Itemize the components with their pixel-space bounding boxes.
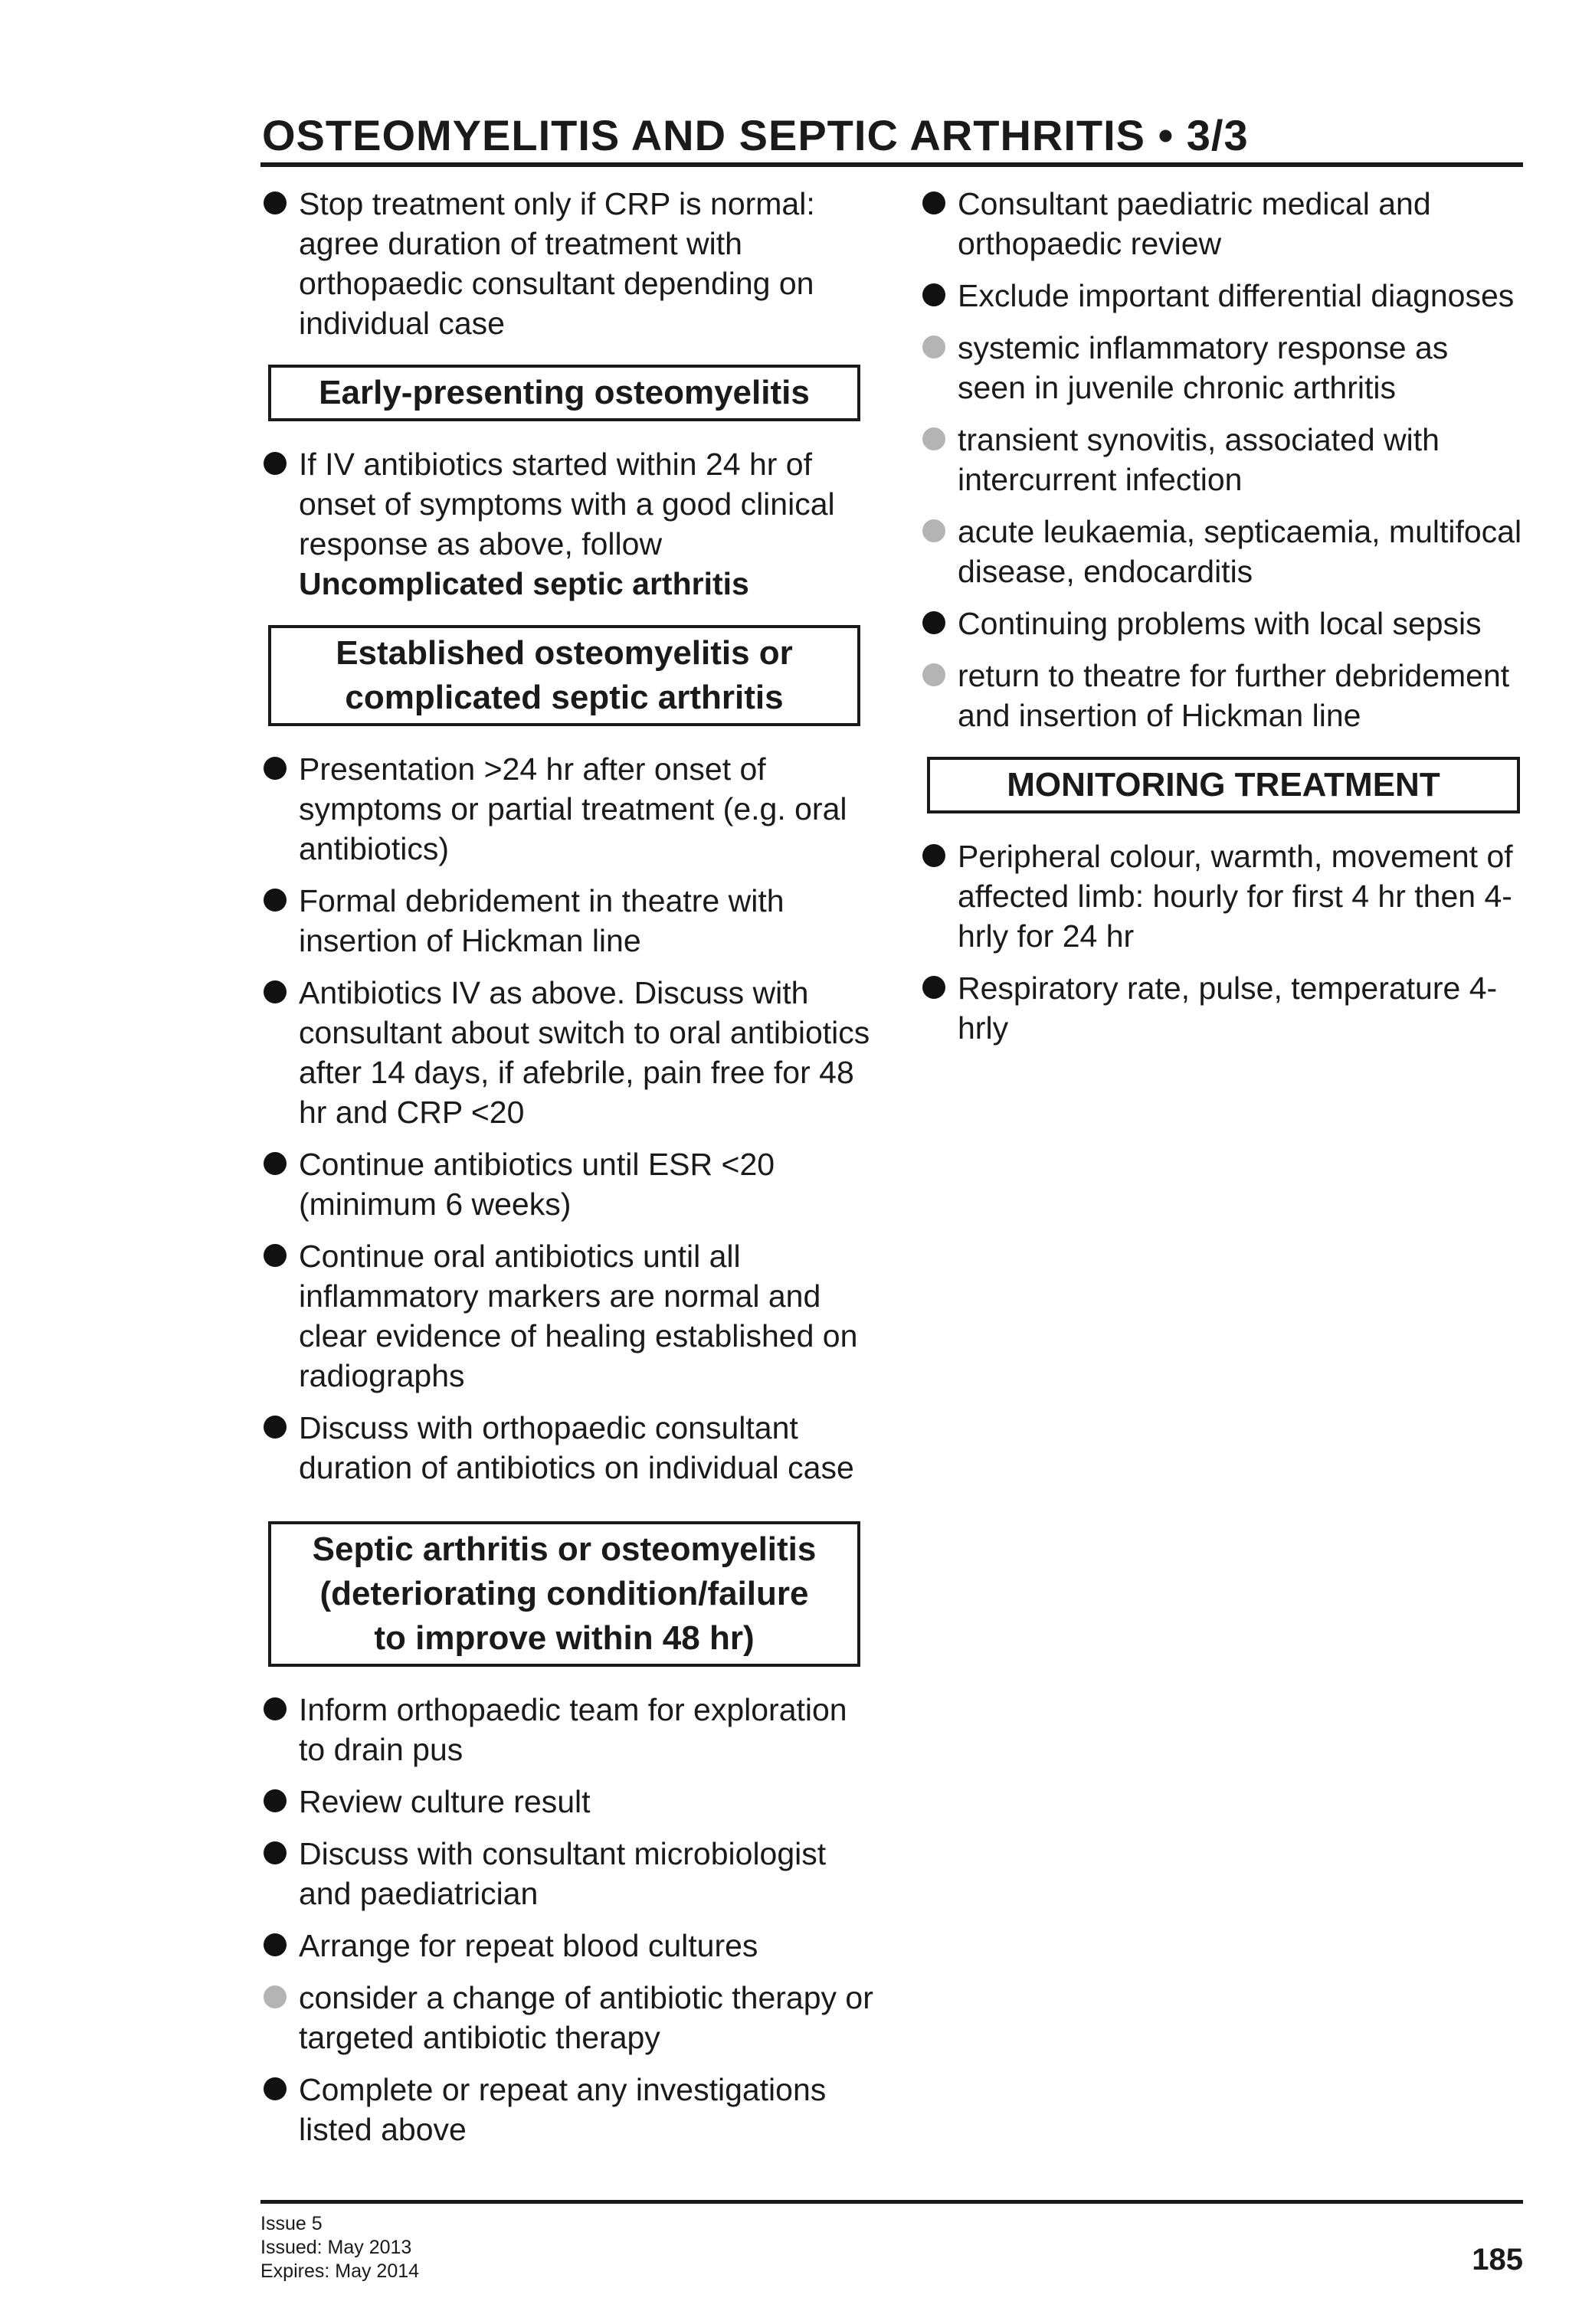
bullet-text: consider a change of antibiotic therapy or targeted antibiotic therapy [299,1980,873,2055]
sub-bullet-icon [922,519,945,542]
bullet-text: Discuss with consultant microbiologist and paediatrician [299,1836,827,1911]
bullet-text: Presentation >24 hr after onset of symptoms or partial treatment (e.g. oral antibiotics) [299,751,847,866]
list-item [919,276,1525,316]
list-item [919,604,1525,643]
page-header [260,109,1523,167]
sub-bullet-icon [922,663,945,686]
right-column [919,184,1525,1060]
list-item [260,1782,881,1822]
bullet-text: acute leukaemia, septicaemia, multifocal disease, endocarditis [958,514,1522,589]
list-item [919,184,1525,263]
bullet-text: transient synovitis, associated with intercurrent infection [958,422,1440,497]
list-item [260,1926,881,1966]
bullet-text: Continue oral antibiotics until all inflammatory markers are normal and clear evidence of healing established on radiographs [299,1239,858,1393]
bullet-text: Consultant paediatric medical and orthopaedic review [958,186,1431,261]
list-item [919,656,1525,735]
bullet-text: Exclude important differential diagnoses [958,278,1515,313]
bullet-icon [264,1789,287,1812]
bullet-icon [264,1697,287,1720]
list-item [260,1144,881,1224]
bullet-icon [264,2077,287,2100]
section-heading-deteriorating: Septic arthritis or osteomyelitis (deteriorating condition/failure to improve within 48 hr) [268,1521,860,1667]
bullet-icon [922,844,945,867]
list-item [260,1236,881,1396]
bullet-icon [264,1152,287,1175]
bullet-icon [264,1933,287,1956]
bullet-text: Continue antibiotics until ESR <20 (minimum 6 weeks) [299,1147,775,1222]
bullet-icon [922,976,945,999]
list-item [919,328,1525,408]
list-item [260,1408,881,1488]
sub-bullet-icon [922,336,945,358]
list-item [260,749,881,869]
bullet-bold-text: Uncomplicated septic arthritis [299,566,749,601]
sub-bullet-icon [922,427,945,450]
bullet-text: Formal debridement in theatre with insertion of Hickman line [299,883,784,958]
bullet-text: Stop treatment only if CRP is normal: agree duration of treatment with orthopaedic consultant depending on individual case [299,186,815,341]
sub-bullet-icon [264,1985,287,2008]
bullet-text: Antibiotics IV as above. Discuss with consultant about switch to oral antibiotics after 14 days, if afebrile, pain free for 48 hr and CRP <20 [299,975,870,1130]
issued-date: Issued: May 2013 [260,2237,412,2258]
bullet-icon [922,191,945,214]
list-item [260,184,881,343]
issue-label: Issue 5 [260,2213,323,2234]
list-item [260,1834,881,1913]
page-title: OSTEOMYELITIS AND SEPTIC ARTHRITIS • 3/3 [262,111,1249,159]
page-number: 185 [1472,2243,1523,2277]
bullet-text: systemic inflammatory response as seen in juvenile chronic arthritis [958,330,1449,405]
bullet-icon [922,611,945,634]
list-item [260,881,881,961]
bullet-icon [264,452,287,475]
bullet-text: Arrange for repeat blood cultures [299,1928,758,1963]
bullet-text: Discuss with orthopaedic consultant duration of antibiotics on individual case [299,1410,854,1485]
bullet-text: Inform orthopaedic team for exploration to drain pus [299,1692,847,1767]
bullet-text: Continuing problems with local sepsis [958,606,1482,641]
list-item [260,1690,881,1769]
bullet-icon [264,1416,287,1439]
bullet-text: Peripheral colour, warmth, movement of affected limb: hourly for first 4 hr then 4-hrly for 24 hr [958,839,1513,954]
bullet-text: return to theatre for further debridement and insertion of Hickman line [958,658,1510,733]
list-item [260,2070,881,2149]
bullet-icon [264,889,287,912]
section-heading-established: Established osteomyelitis or complicated septic arthritis [268,625,860,726]
list-item [919,512,1525,591]
footer-divider [260,2200,1523,2204]
bullet-text: If IV antibiotics started within 24 hr of onset of symptoms with a good clinical response as above, follow [299,447,835,561]
footer-meta [260,2212,419,2283]
list-item [919,420,1525,499]
bullet-icon [264,757,287,780]
list-item [260,1978,881,2057]
left-column [260,184,881,2162]
bullet-text: Complete or repeat any investigations listed above [299,2072,827,2147]
list-item [260,973,881,1132]
section-heading-early: Early-presenting osteomyelitis [268,365,860,421]
expires-date: Expires: May 2014 [260,2260,420,2282]
bullet-icon [264,980,287,1003]
bullet-icon [264,1244,287,1267]
bullet-icon [264,191,287,214]
bullet-icon [264,1841,287,1864]
list-item [260,444,881,604]
list-item [919,836,1525,956]
section-heading-monitoring: MONITORING TREATMENT [927,757,1520,813]
bullet-icon [922,283,945,306]
bullet-text: Review culture result [299,1784,591,1819]
bullet-text: Respiratory rate, pulse, temperature 4-hrly [958,971,1498,1046]
list-item [919,968,1525,1048]
